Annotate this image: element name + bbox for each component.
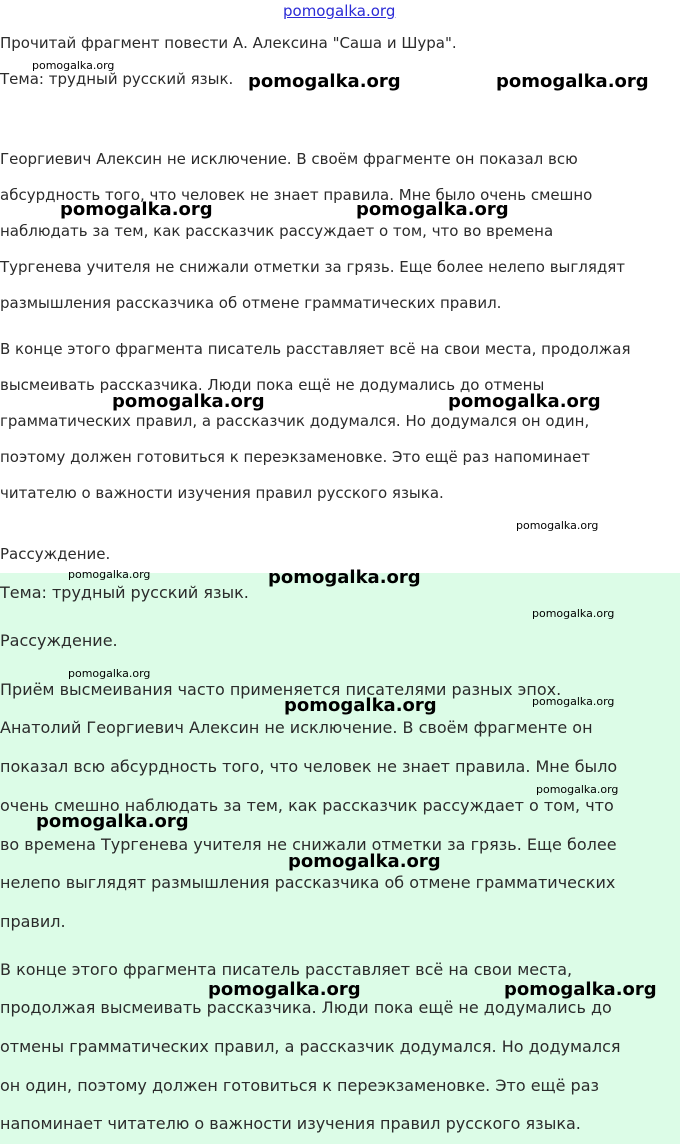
fragment-line: В конце этого фрагмента писатель расставляет всё на свои места, продолжая: [0, 340, 631, 358]
watermark: pomogalka.org: [32, 59, 115, 72]
answer-line: очень смешно наблюдать за тем, как рассказчик рассуждает о том, что: [0, 796, 614, 815]
fragment-line: Георгиевич Алексин не исключение. В своём фрагменте он показал всю: [0, 150, 578, 168]
fragment-line: грамматических правил, а рассказчик додумался. Но додумался он один,: [0, 412, 590, 430]
watermark: pomogalka.org: [36, 811, 189, 832]
watermark: pomogalka.org: [284, 695, 437, 716]
answer-line: во времена Тургенева учителя не снижали отметки за грязь. Еще более: [0, 835, 617, 854]
answer-topic: Тема: трудный русский язык.: [0, 583, 249, 602]
answer-line: он один, поэтому должен готовиться к переэкзаменовке. Это ещё раз: [0, 1076, 600, 1095]
watermark: pomogalka.org: [356, 199, 509, 220]
watermark: pomogalka.org: [532, 607, 615, 620]
fragment-line: читателю о важности изучения правил русского языка.: [0, 484, 444, 502]
watermark: pomogalka.org: [504, 979, 657, 1000]
watermark: pomogalka.org: [248, 71, 401, 92]
watermark: pomogalka.org: [268, 567, 421, 588]
fragment-line: наблюдать за тем, как рассказчик рассуждает о том, что во времена: [0, 222, 554, 240]
answer-line: В конце этого фрагмента писатель расставляет всё на свои места,: [0, 960, 573, 979]
fragment-line: абсурдность того, что человек не знает правила. Мне было очень смешно: [0, 186, 593, 204]
watermark: pomogalka.org: [448, 391, 601, 412]
watermark: pomogalka.org: [68, 667, 151, 680]
answer-line: Приём высмеивания часто применяется писателями разных эпох.: [0, 680, 562, 699]
watermark: pomogalka.org: [532, 695, 615, 708]
answer-line: отмены грамматических правил, а рассказчик додумался. Но додумался: [0, 1037, 621, 1056]
watermark: pomogalka.org: [60, 199, 213, 220]
watermark: pomogalka.org: [536, 783, 619, 796]
fragment-line: Тургенева учителя не снижали отметки за грязь. Еще более нелепо выглядят: [0, 258, 625, 276]
task-text: Прочитай фрагмент повести А. Алексина "Саша и Шура".: [0, 34, 457, 52]
fragment-line: высмеивать рассказчика. Люди пока ещё не додумались до отмены: [0, 376, 545, 394]
answer-line: нелепо выглядят размышления рассказчика об отмене грамматических: [0, 873, 616, 892]
answer-reasoning-label: Рассуждение.: [0, 631, 118, 650]
watermark: pomogalka.org: [208, 979, 361, 1000]
watermark: pomogalka.org: [288, 851, 441, 872]
watermark: pomogalka.org: [496, 71, 649, 92]
watermark: pomogalka.org: [112, 391, 265, 412]
fragment-line: поэтому должен готовиться к переэкзаменовке. Это ещё раз напоминает: [0, 448, 590, 466]
reasoning-label: Рассуждение.: [0, 545, 111, 563]
site-link[interactable]: pomogalka.org: [283, 2, 396, 20]
answer-line: продолжая высмеивать рассказчика. Люди пока ещё не додумались до: [0, 998, 612, 1017]
answer-line: напоминает читателю о важности изучения правил русского языка.: [0, 1114, 581, 1133]
answer-line: правил.: [0, 912, 66, 931]
fragment-line: размышления рассказчика об отмене грамматических правил.: [0, 294, 502, 312]
watermark: pomogalka.org: [68, 568, 151, 581]
watermark: pomogalka.org: [516, 519, 599, 532]
topic-heading: Тема: трудный русский язык.: [0, 70, 234, 88]
answer-line: Анатолий Георгиевич Алексин не исключение. В своём фрагменте он: [0, 718, 593, 737]
answer-line: показал всю абсурдность того, что человек не знает правила. Мне было: [0, 757, 618, 776]
